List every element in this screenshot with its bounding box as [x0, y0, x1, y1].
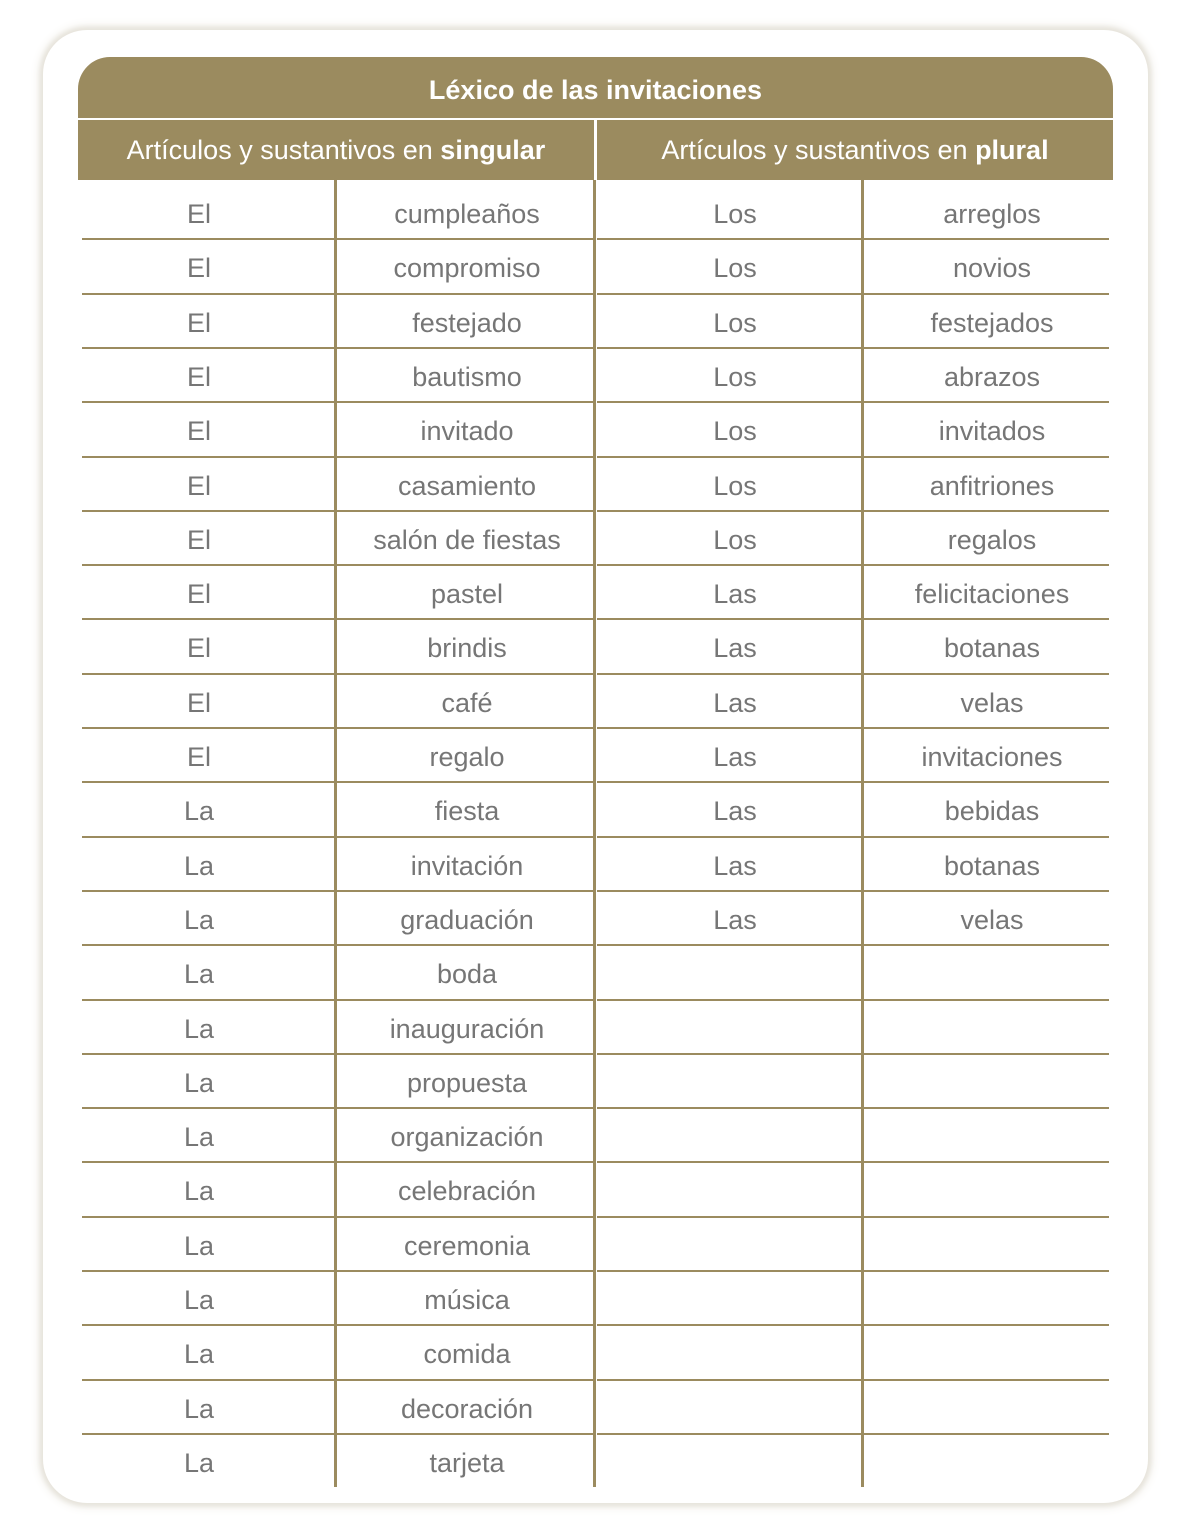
plural-article-cell: Las: [713, 687, 757, 718]
row-divider: [82, 293, 594, 295]
row-divider: [82, 347, 594, 349]
plural-noun-cell: festejados: [930, 307, 1054, 338]
plural-noun-cell: bebidas: [944, 796, 1040, 827]
singular-noun-cell: café: [441, 687, 493, 718]
row-divider: [597, 1053, 1109, 1055]
singular-header-prefix: Artículos y sustantivos en: [126, 134, 441, 165]
singular-noun-cell: brindis: [427, 633, 507, 664]
row-divider: [82, 1053, 594, 1055]
singular-noun-cell: decoración: [400, 1393, 534, 1424]
singular-article-cell: El: [186, 524, 211, 555]
plural-noun-cell: arreglos: [943, 199, 1041, 229]
plural-noun-cell: anfitriones: [929, 470, 1055, 501]
plural-noun-cell: botanas: [943, 850, 1041, 881]
row-divider: [597, 1216, 1109, 1218]
row-divider: [597, 944, 1109, 946]
row-divider: [82, 1379, 594, 1381]
singular-noun-cell: inauguración: [389, 1013, 545, 1044]
plural-article-cell: Los: [713, 524, 757, 555]
row-divider: [597, 1270, 1109, 1272]
plural-article-cell: Las: [713, 579, 757, 610]
singular-article-cell: La: [183, 1013, 215, 1044]
singular-article-cell: La: [183, 959, 215, 990]
plural-article-cell: Las: [713, 633, 757, 664]
singular-article-cell: La: [183, 1393, 215, 1424]
row-divider: [82, 510, 594, 512]
row-divider: [82, 238, 594, 240]
plural-article-cell: Los: [713, 416, 757, 447]
plural-article-cell: Los: [713, 199, 757, 229]
plural-noun-cell: botanas: [943, 633, 1041, 664]
row-divider: [82, 781, 594, 783]
plural-noun-cell: regalos: [947, 524, 1037, 555]
row-divider: [597, 673, 1109, 675]
row-divider: [82, 890, 594, 892]
singular-noun-cell: pastel: [430, 579, 504, 610]
singular-article-cell: La: [183, 1339, 215, 1370]
singular-noun-cell: boda: [436, 959, 498, 990]
singular-noun-cell: fiesta: [434, 796, 500, 827]
singular-noun-cell: organización: [390, 1122, 544, 1153]
singular-noun-cell: comida: [423, 1339, 511, 1370]
plural-article-cell: Las: [713, 904, 757, 935]
plural-noun-cell: abrazos: [943, 361, 1041, 392]
row-divider: [597, 727, 1109, 729]
plural-article-cell: Los: [713, 253, 757, 284]
row-divider: [597, 999, 1109, 1001]
row-divider: [597, 456, 1109, 458]
singular-article-cell: El: [186, 253, 211, 284]
row-divider: [82, 1216, 594, 1218]
row-divider: [82, 673, 594, 675]
singular-noun-cell: regalo: [429, 742, 505, 772]
row-divider: [597, 618, 1109, 620]
row-divider: [597, 1161, 1109, 1163]
row-divider: [82, 401, 594, 403]
plural-noun-cell: invitados: [938, 416, 1046, 447]
plural-noun-cell: velas: [960, 687, 1024, 718]
row-divider: [82, 836, 594, 838]
singular-article-cell: La: [183, 1447, 215, 1478]
singular-article-cell: El: [186, 579, 211, 610]
row-divider: [597, 1324, 1109, 1326]
row-divider: [597, 1107, 1109, 1109]
row-divider: [82, 1433, 594, 1435]
row-divider: [82, 727, 594, 729]
plural-article-cell: Los: [713, 361, 757, 392]
singular-article-cell: La: [183, 1176, 215, 1207]
row-divider: [82, 618, 594, 620]
row-divider: [597, 564, 1109, 566]
plural-noun-cell: felicitaciones: [914, 579, 1070, 610]
singular-article-cell: El: [186, 199, 211, 229]
plural-article-cell: Las: [713, 850, 757, 881]
row-divider: [82, 564, 594, 566]
singular-article-cell: La: [183, 1230, 215, 1261]
singular-noun-cell: tarjeta: [429, 1447, 505, 1478]
singular-noun-cell: graduación: [400, 904, 534, 935]
row-divider: [597, 347, 1109, 349]
plural-noun-cell: invitaciones: [921, 742, 1063, 772]
table-title-text: Léxico de las invitaciones: [428, 75, 763, 105]
singular-article-cell: El: [186, 307, 211, 338]
singular-noun-cell: invitado: [420, 416, 514, 447]
singular-noun-cell: salón de fiestas: [373, 524, 561, 555]
singular-noun-cell: casamiento: [397, 470, 537, 501]
row-divider: [82, 1161, 594, 1163]
plural-noun-cell: novios: [952, 253, 1032, 284]
row-divider: [82, 1107, 594, 1109]
plural-article-cell: Los: [713, 307, 757, 338]
row-divider: [82, 944, 594, 946]
plural-noun-cell: velas: [960, 904, 1024, 935]
row-divider: [597, 836, 1109, 838]
row-divider: [597, 1433, 1109, 1435]
singular-noun-cell: festejado: [412, 307, 522, 338]
singular-header-bold: singular: [440, 134, 546, 165]
plural-header-bold: plural: [975, 134, 1049, 165]
row-divider: [597, 401, 1109, 403]
singular-article-cell: La: [183, 1067, 215, 1098]
singular-noun-cell: invitación: [410, 850, 524, 881]
plural-article-cell: Los: [713, 470, 757, 501]
singular-noun-cell: celebración: [397, 1176, 537, 1207]
singular-article-cell: El: [186, 361, 211, 392]
singular-article-cell: El: [186, 633, 211, 664]
singular-article-cell: La: [183, 850, 215, 881]
singular-noun-cell: bautismo: [412, 361, 522, 392]
row-divider: [597, 510, 1109, 512]
singular-noun-cell: ceremonia: [403, 1230, 531, 1261]
singular-article-cell: El: [186, 470, 211, 501]
singular-noun-cell: cumpleaños: [394, 199, 540, 229]
row-divider: [82, 456, 594, 458]
plural-article-cell: Las: [713, 796, 757, 827]
singular-noun-cell: propuesta: [406, 1067, 528, 1098]
singular-article-cell: La: [183, 796, 215, 827]
singular-noun-cell: música: [424, 1285, 510, 1315]
singular-noun-cell: compromiso: [393, 253, 541, 284]
singular-article-cell: La: [183, 1285, 215, 1315]
singular-article-cell: El: [186, 687, 211, 718]
singular-article-cell: La: [183, 1122, 215, 1153]
plural-article-cell: Las: [713, 742, 757, 772]
row-divider: [597, 1379, 1109, 1381]
singular-article-cell: La: [183, 904, 215, 935]
row-divider: [82, 999, 594, 1001]
row-divider: [82, 1270, 594, 1272]
row-divider: [597, 238, 1109, 240]
row-divider: [597, 781, 1109, 783]
row-divider: [82, 1324, 594, 1326]
singular-article-cell: El: [186, 416, 211, 447]
singular-article-cell: El: [186, 742, 211, 772]
plural-header-prefix: Artículos y sustantivos en: [661, 134, 976, 165]
row-divider: [597, 293, 1109, 295]
row-divider: [597, 890, 1109, 892]
